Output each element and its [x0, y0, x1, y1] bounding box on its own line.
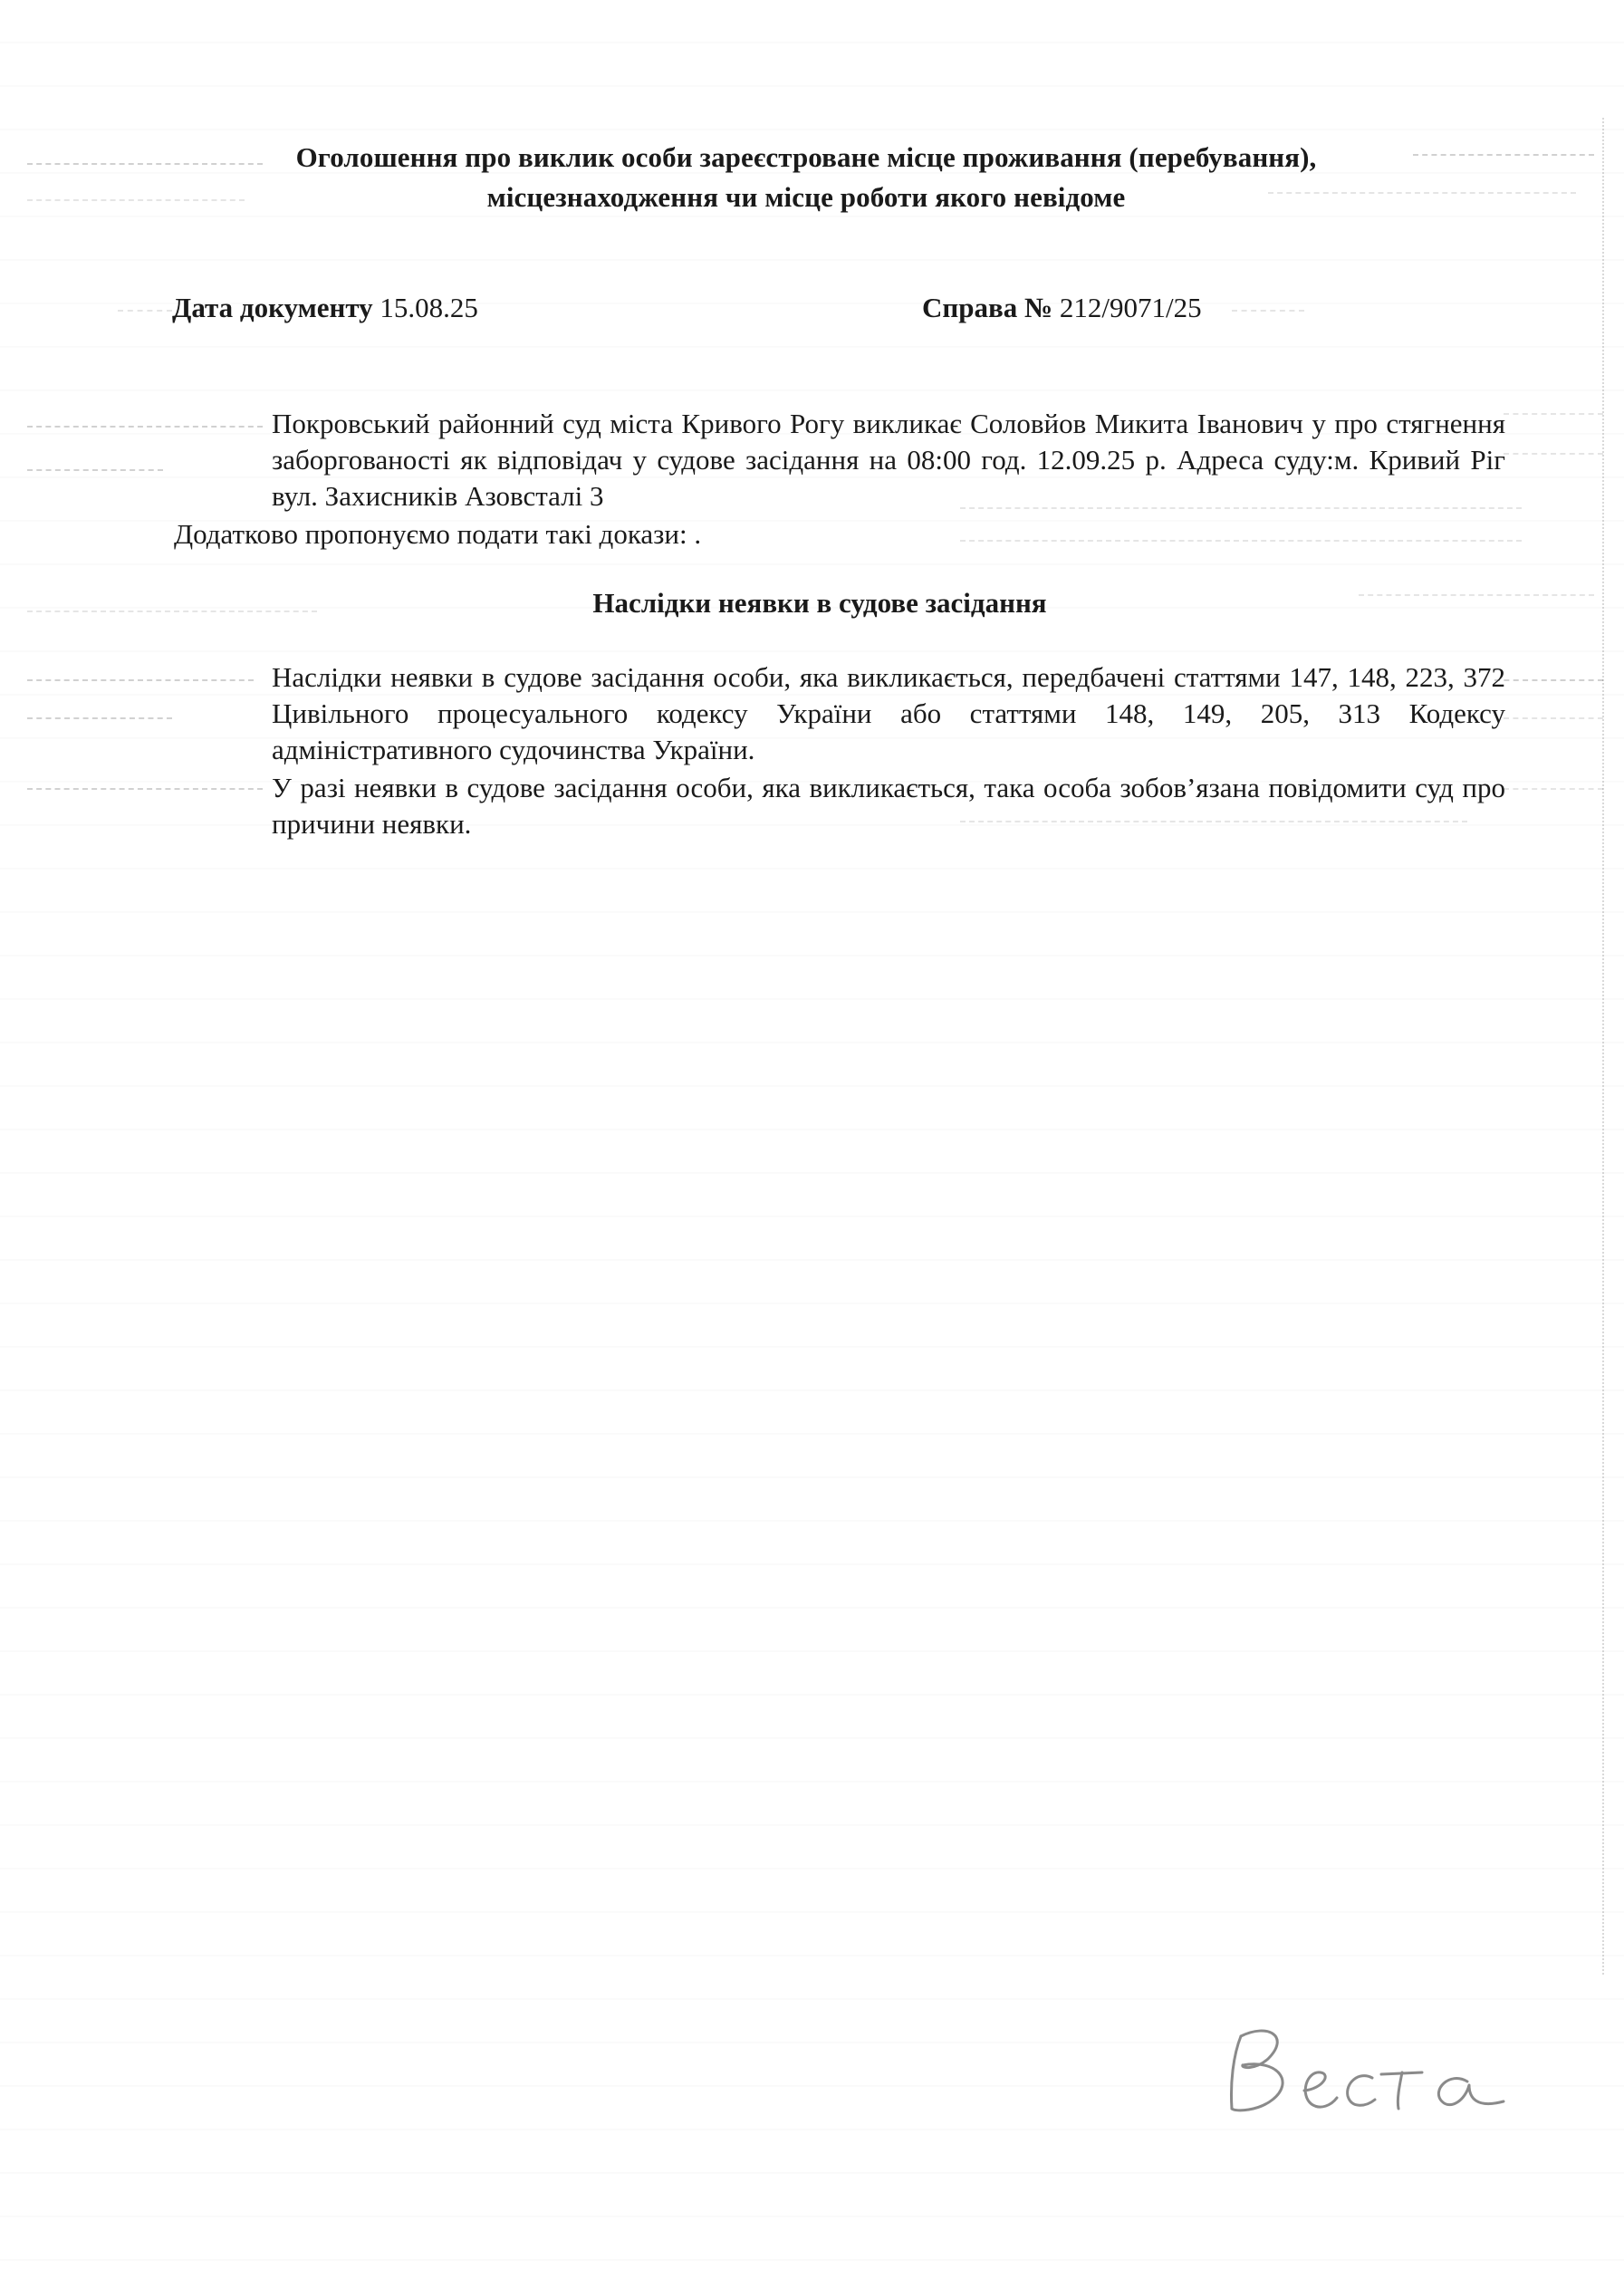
handwritten-signature	[1205, 2018, 1549, 2127]
scan-edge	[1602, 118, 1604, 1975]
summons-paragraph	[174, 406, 1505, 514]
notification-paragraph	[174, 770, 1505, 842]
title-line-2: місцезнаходження чи місце роботи якого невідоме	[486, 181, 1126, 213]
case-value: 212/9071/25	[1059, 292, 1202, 323]
case-number	[922, 292, 1202, 324]
scan-artifact	[1504, 413, 1603, 415]
notification-text: У разі неявки в судове засідання особи, яка викликається, така особа зобов’язана повідомити суд про причини неявки.	[272, 772, 1505, 840]
scan-artifact	[27, 469, 163, 471]
scan-artifact	[1504, 453, 1603, 455]
section-title: Наслідки неявки в судове засідання	[592, 587, 1047, 619]
consequences-paragraph	[174, 659, 1505, 768]
summons-text: Покровський районний суд міста Кривого Рогу викликає Соловйов Микита Іванович у про стягнення заборгованості як відповідач у судове засідання на 08:00 год. 12.09.25 р. Адреса суду:м. Кривий Ріг вул. Захисників Азовсталі 3	[272, 408, 1505, 512]
scan-artifact	[27, 717, 172, 719]
document-date	[172, 292, 478, 324]
case-label: Справа №	[922, 292, 1053, 323]
scan-artifact	[1232, 310, 1304, 312]
title-line-1: Оголошення про виклик особи зареєстроване місце проживання (перебування),	[295, 141, 1317, 173]
scan-artifact	[1504, 788, 1603, 790]
scan-artifact	[1494, 679, 1603, 681]
evidence-text: Додатково пропонуємо подати такі докази: .	[174, 518, 702, 550]
scan-artifact	[1504, 717, 1603, 719]
consequences-text: Наслідки неявки в судове засідання особи, яка викликається, передбачені статтями 147, 148, 223, 372 Цивільного процесуального кодексу України або статтями 148, 149, 205, 313 Кодексу адміністративного судочинства України.	[272, 661, 1505, 765]
scan-artifact	[118, 310, 172, 312]
date-label: Дата документу	[172, 292, 373, 323]
document-title	[172, 138, 1440, 217]
date-value: 15.08.25	[380, 292, 478, 323]
scan-artifact	[1413, 154, 1594, 156]
evidence-paragraph	[174, 516, 1505, 553]
